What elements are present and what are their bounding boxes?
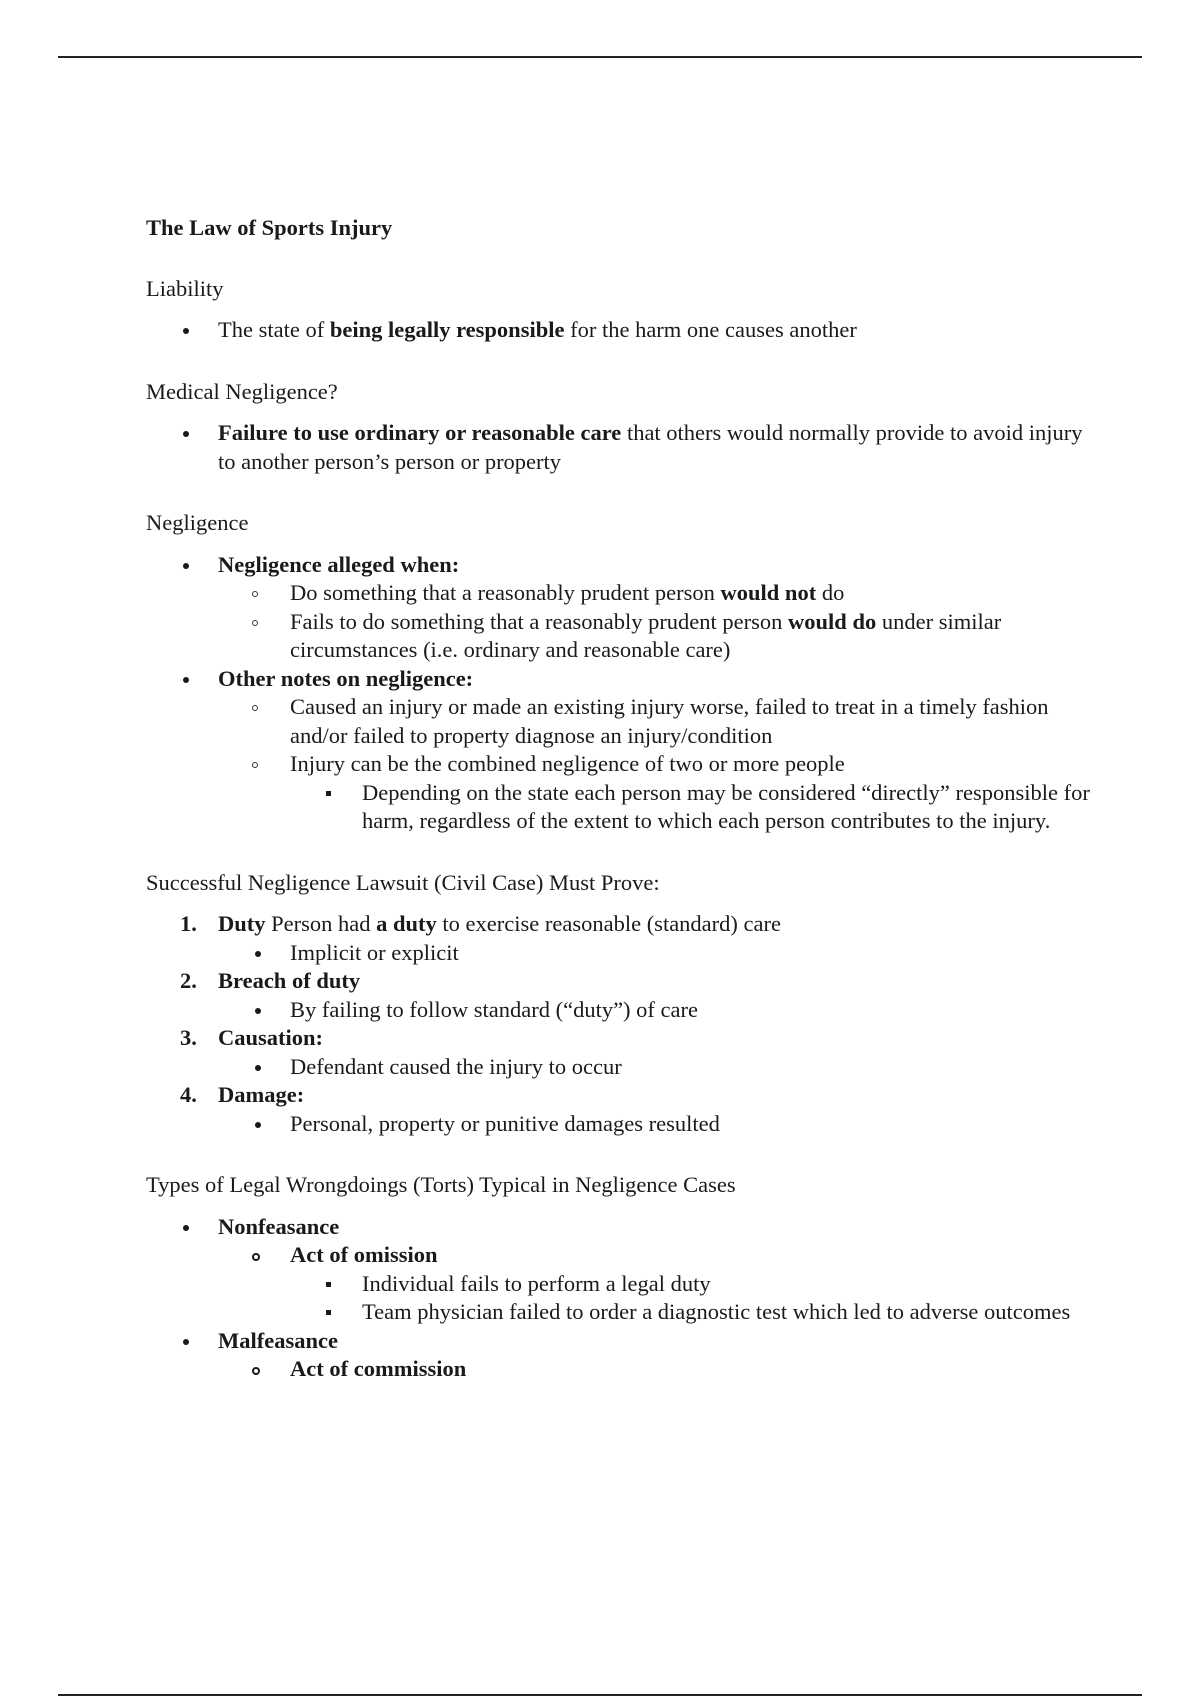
- list-item: The state of being legally responsible for the harm one causes another: [146, 316, 1096, 345]
- list-item: Depending on the state each person may be considered “directly” responsible for harm, regardless of the extent to which each person contributes to the injury.: [290, 779, 1096, 836]
- liability-list: [146, 316, 1096, 345]
- negligence-notes-sublist: [218, 693, 1096, 836]
- heading-lawsuit: Successful Negligence Lawsuit (Civil Case) Must Prove:: [146, 869, 660, 895]
- list-item: Act of omission Individual fails to perform a legal duty Team physician failed to order a diagnostic test which led to adverse outcomes: [218, 1241, 1096, 1327]
- heading-liability: Liability: [146, 275, 224, 301]
- nonfeasance-subsublist: [290, 1270, 1096, 1327]
- negligence-notes-subsublist: [290, 779, 1096, 836]
- lawsuit-sublist: [218, 939, 1096, 968]
- list-item: Malfeasance Act of commission: [146, 1327, 1096, 1384]
- torts-list: [146, 1213, 1096, 1384]
- list-item: 4. Damage: Personal, property or punitive damages resulted: [146, 1081, 1096, 1138]
- list-item: Injury can be the combined negligence of two or more people Depending on the state each person may be considered “directly” responsible for harm, regardless of the extent to which each person contributes to the injury.: [218, 750, 1096, 836]
- list-item: By failing to follow standard (“duty”) of care: [218, 996, 1096, 1025]
- lawsuit-sublist: [218, 1053, 1096, 1082]
- negligence-list: [146, 551, 1096, 836]
- heading-negligence: Negligence: [146, 510, 249, 535]
- list-item: Nonfeasance Act of omission Individual fails to perform a legal duty Team physician failed to order a diagnostic test which led to adverse outcomes: [146, 1213, 1096, 1327]
- list-item: Defendant caused the injury to occur: [218, 1053, 1096, 1082]
- heading-medical-negligence: Medical Negligence?: [146, 378, 338, 404]
- lawsuit-sublist: [218, 996, 1096, 1025]
- list-item: Failure to use ordinary or reasonable care that others would normally provide to avoid injury to another person’s person or property: [146, 419, 1096, 476]
- list-item: Implicit or explicit: [218, 939, 1096, 968]
- list-item: Team physician failed to order a diagnostic test which led to adverse outcomes: [290, 1298, 1096, 1327]
- nonfeasance-sublist: [218, 1241, 1096, 1327]
- medical-negligence-list: [146, 419, 1096, 476]
- document-body: [146, 214, 1096, 1417]
- list-item: Personal, property or punitive damages resulted: [218, 1110, 1096, 1139]
- list-item: Do something that a reasonably prudent person would not do: [218, 579, 1096, 608]
- list-item: Act of commission: [218, 1355, 1096, 1384]
- negligence-alleged-sublist: [218, 579, 1096, 665]
- heading-torts: Types of Legal Wrongdoings (Torts) Typical in Negligence Cases: [146, 1172, 736, 1197]
- list-item: Caused an injury or made an existing injury worse, failed to treat in a timely fashion and/or failed to property diagnose an injury/condition: [218, 693, 1096, 750]
- document-title: The Law of Sports Injury: [146, 215, 393, 240]
- bottom-rule: [58, 1694, 1142, 1696]
- malfeasance-sublist: [218, 1355, 1096, 1384]
- list-item: Fails to do something that a reasonably prudent person would do under similar circumstances (i.e. ordinary and reasonable care): [218, 608, 1096, 665]
- list-item: 3. Causation: Defendant caused the injury to occur: [146, 1024, 1096, 1081]
- top-rule: [58, 56, 1142, 58]
- list-item: 1. Duty Person had a duty to exercise reasonable (standard) care Implicit or explicit: [146, 910, 1096, 967]
- list-item: Other notes on negligence: Caused an injury or made an existing injury worse, failed to treat in a timely fashion and/or failed to property diagnose an injury/condition Injury can be the combined negligence of two or more people Depending on the state each person may be considered “directly” responsible for harm, regardless of the extent to which each person contributes to the injury.: [146, 665, 1096, 836]
- lawsuit-sublist: [218, 1110, 1096, 1139]
- list-item: 2. Breach of duty By failing to follow standard (“duty”) of care: [146, 967, 1096, 1024]
- list-item: Individual fails to perform a legal duty: [290, 1270, 1096, 1299]
- lawsuit-numbered-list: [146, 910, 1096, 1138]
- list-item: Negligence alleged when: Do something that a reasonably prudent person would not do Fails to do something that a reasonably prudent person would do under similar circumstances (i.e. ordinary and reasonable care): [146, 551, 1096, 665]
